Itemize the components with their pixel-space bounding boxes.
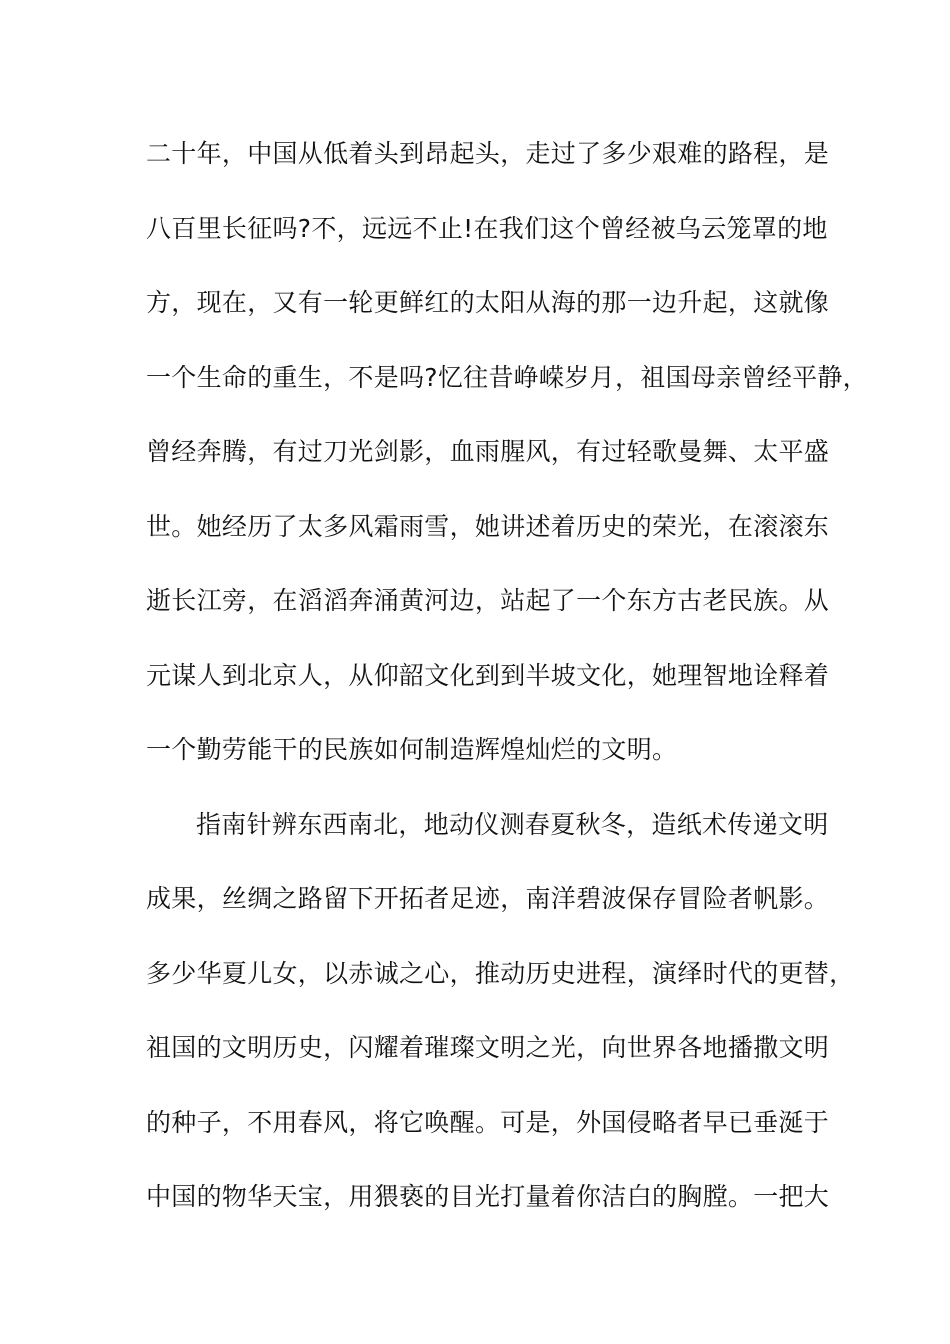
text-line: 成果，丝绸之路留下开拓者足迹，南洋碧波保存冒险者帆影。	[146, 884, 830, 913]
document-body	[146, 124, 868, 1242]
text-line: 逝长江旁，在滔滔奔涌黄河边，站起了一个东方古老民族。从	[146, 586, 830, 615]
text-line: 祖国的文明历史，闪耀着璀璨文明之光，向世界各地播撒文明	[146, 1033, 830, 1062]
text-line: 曾经奔腾，有过刀光剑影，血雨腥风，有过轻歌曼舞、太平盛	[146, 437, 830, 466]
paragraph-2	[146, 795, 855, 1242]
text-line: 二十年，中国从低着头到昂起头，走过了多少艰难的路程，是	[146, 139, 830, 168]
text-line: 方，现在，又有一轮更鲜红的太阳从海的那一边升起，这就像	[146, 288, 830, 317]
text-line: 八百里长征吗?不，远远不止!在我们这个曾经被乌云笼罩的地	[146, 213, 828, 243]
text-line: 多少华夏儿女，以赤诚之心，推动历史进程，演绎时代的更替，	[146, 958, 855, 988]
text-line: 世。她经历了太多风霜雨雪，她讲述着历史的荣光，在滚滚东	[146, 511, 830, 541]
text-line: 元谋人到北京人，从仰韶文化到到半坡文化，她理智地诠释着	[146, 660, 830, 690]
text-line: 一个勤劳能干的民族如何制造辉煌灿烂的文明。	[146, 735, 678, 764]
paragraph-1	[146, 124, 868, 795]
text-line: 的种子，不用春风，将它唤醒。可是，外国侵略者早已垂涎于	[146, 1107, 830, 1137]
text-line: 一个生命的重生，不是吗?忆往昔峥嵘岁月，祖国母亲曾经平静，	[146, 362, 868, 392]
text-line: 中国的物华天宝，用猥亵的目光打量着你洁白的胸膛。一把大	[146, 1182, 830, 1211]
text-line-indented: 指南针辨东西南北，地动仪测春夏秋冬，造纸术传递文明	[196, 809, 829, 839]
